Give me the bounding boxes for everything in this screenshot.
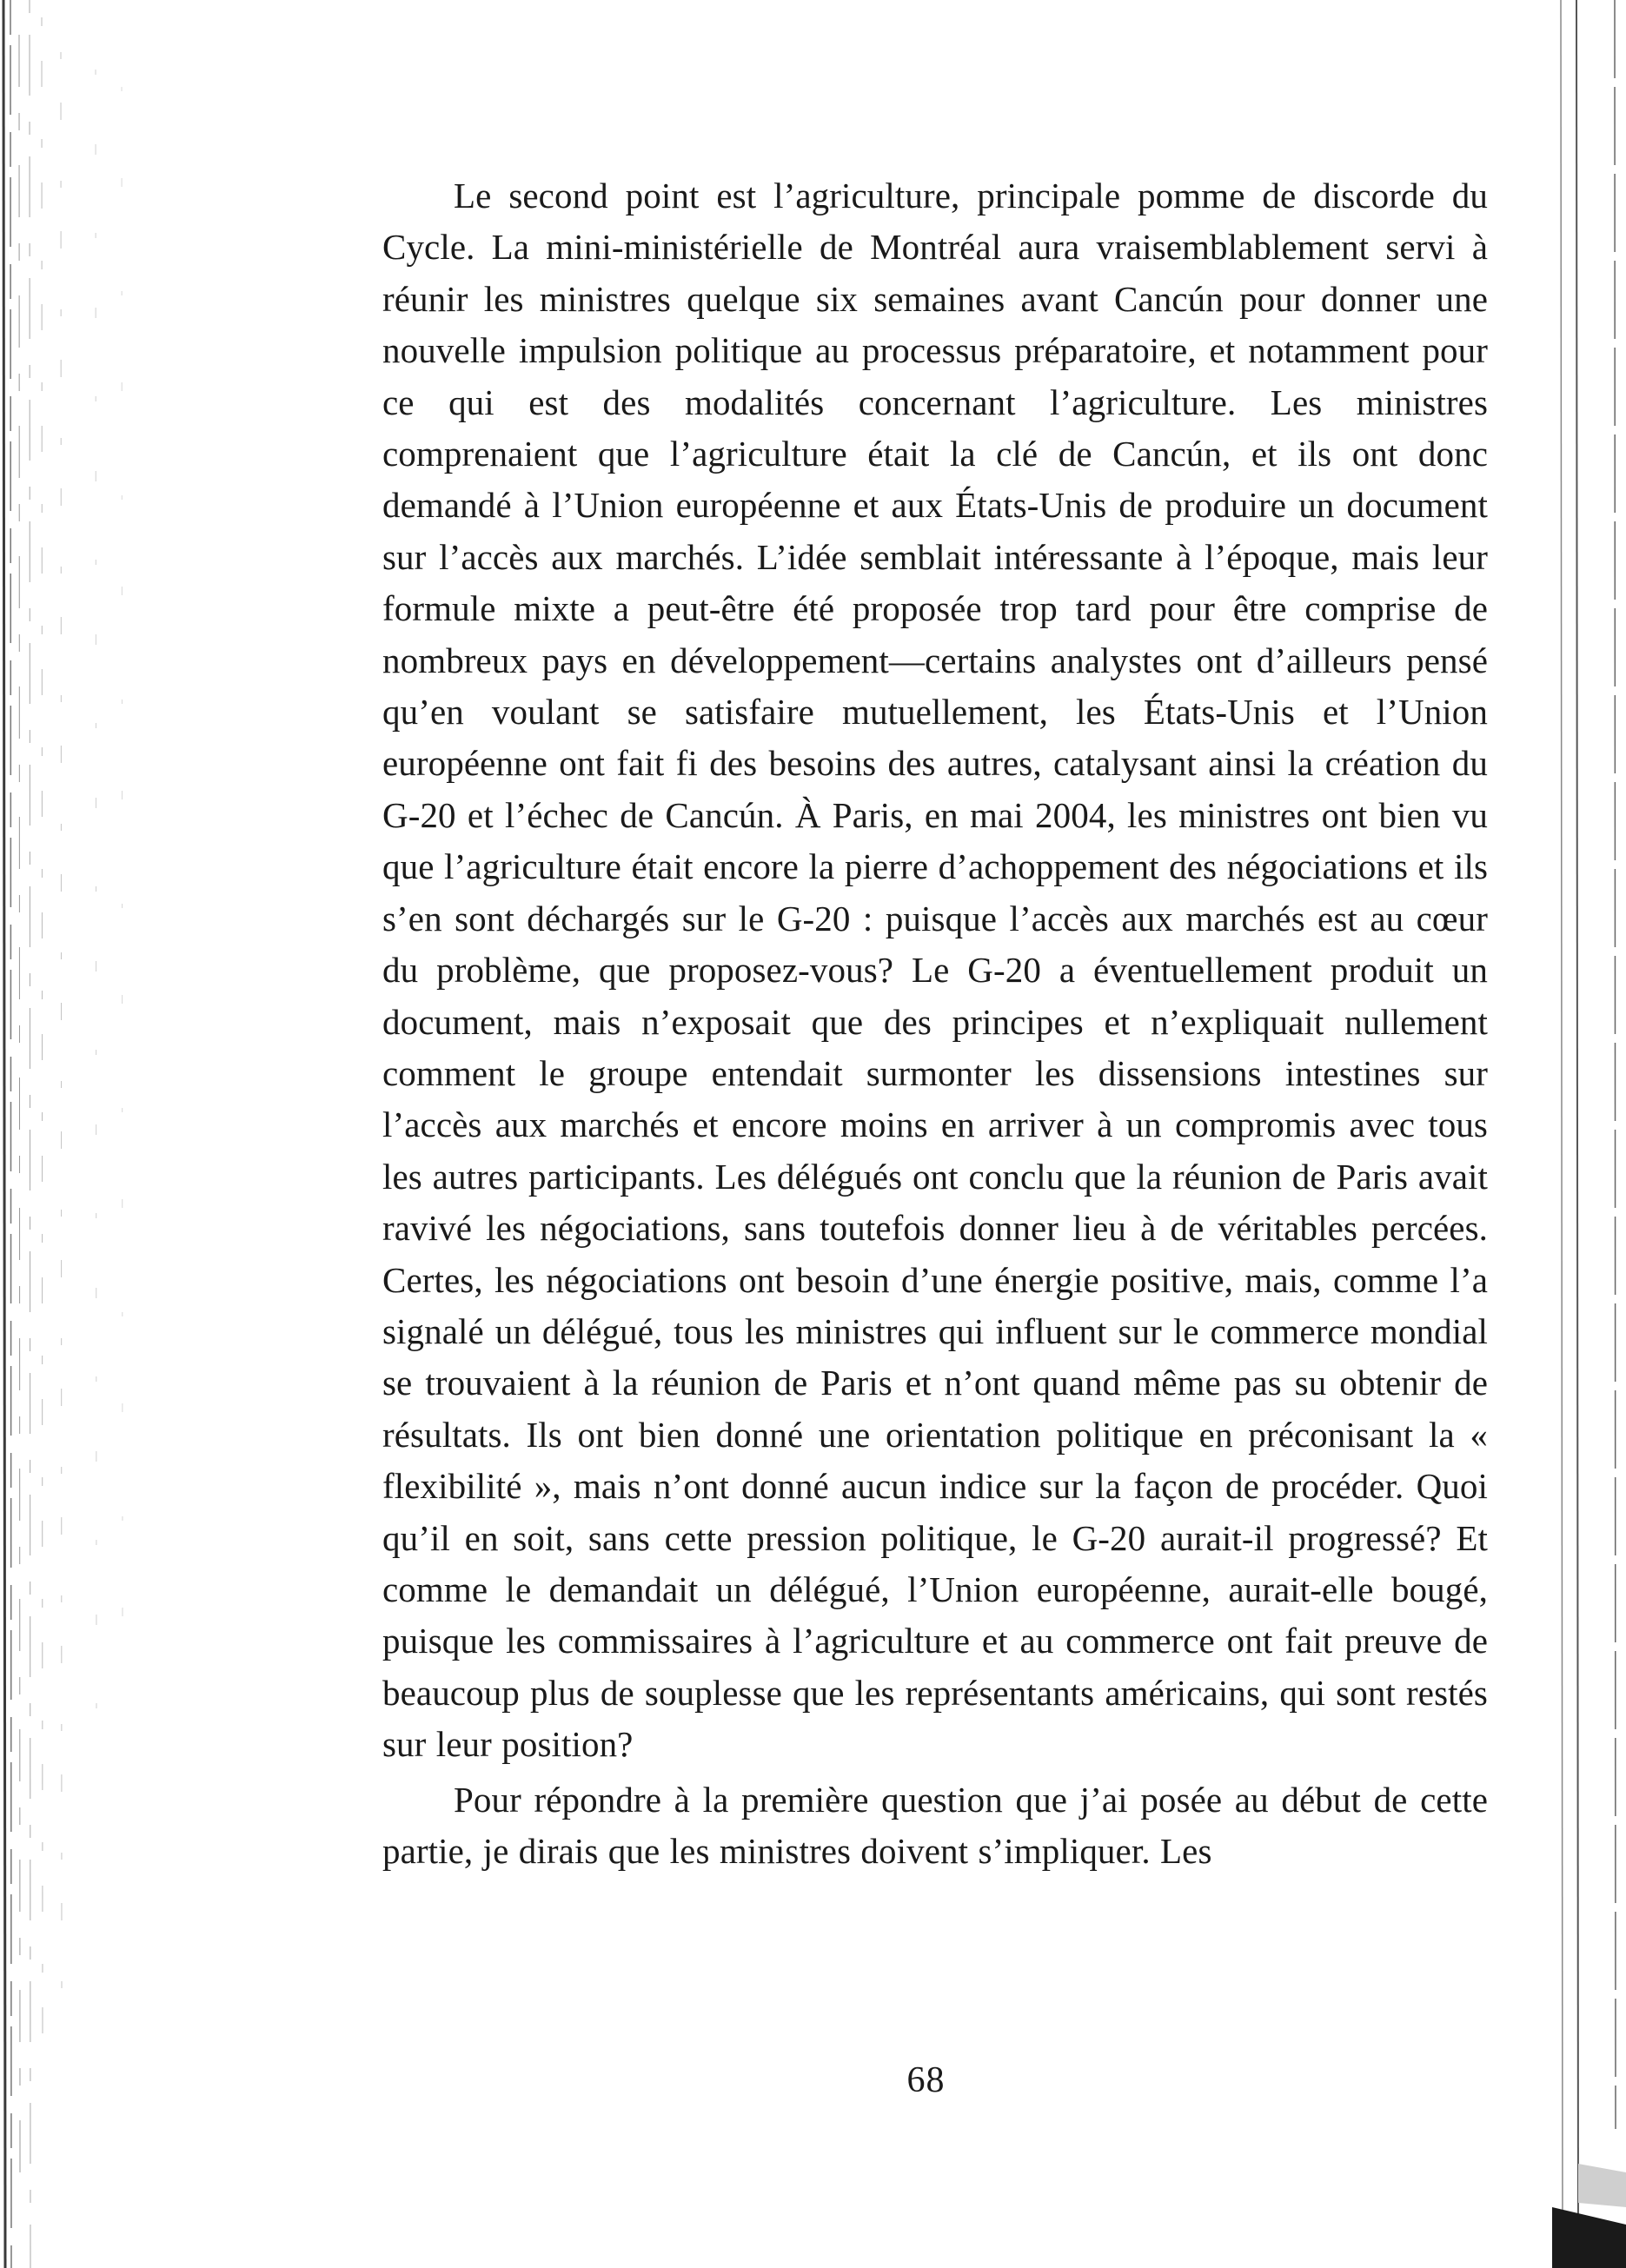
scan-binding-edge xyxy=(1552,0,1626,2268)
page-number: 68 xyxy=(906,2060,946,2100)
paragraph-1: Le second point est l’agriculture, principale pomme de discorde du Cycle. La mini-ministérielle de Montréal aura vraisemblablement servi à réunir les ministres quelque six semaines avant Cancún pour donner une nouvelle impulsion politique au processus préparatoire, et notamment pour ce qui est des modalités concernant l’agriculture. Les ministres comprenaient que l’agriculture était la clé de Cancún, et ils ont donc demandé à l’Union européenne et aux États-Unis de produire un document sur l’accès aux marchés. L’idée semblait intéressante à l’époque, mais leur formule mixte a peut-être été proposée trop tard pour être comprise de nombreux pays en développement—certains analystes ont d’ailleurs pensé qu’en voulant se satisfaire mutuellement, les États-Unis et l’Union européenne ont fait fi des besoins des autres, catalysant ainsi la création du G-20 et l’échec de Cancún. À Paris, en mai 2004, les ministres ont bien vu que l’agriculture était encore la pierre d’achoppement des négociations et ils s’en sont déchargés sur le G-20 : puisque l’accès aux marchés est au cœur du problème, que proposez-vous? Le G-20 a éventuellement produit un document, mais n’exposait que des principes et n’expliquait nullement comment le groupe entendait surmonter les dissensions intestines sur l’accès aux marchés et encore moins en arriver à un compromis avec tous les autres participants. Les délégués ont conclu que la réunion de Paris avait ravivé les négociations, sans toutefois donner lieu à de véritables percées. Certes, les négociations ont besoin d’une énergie positive, mais, comme l’a signalé un délégué, tous les ministres qui influent sur le commerce mondial se trouvaient à la réunion de Paris et n’ont quand même pas su obtenir de résultats. Ils ont bien donné une orientation politique en préconisant la « flexibilité », mais n’ont donné aucun indice sur la façon de procéder. Quoi qu’il en soit, sans cette pression politique, le G-20 aurait-il progressé? Et comme le demandait un délégué, l’Union européenne, aurait-elle bougé, puisque les commissaires à l’agriculture et au commerce ont fait preuve de beaucoup plus de souplesse que les représentants américains, qui sont restés sur leur position? xyxy=(382,176,1488,1765)
scan-margin-artifacts xyxy=(0,0,183,2268)
body-text xyxy=(382,170,1488,1877)
paragraph-2: Pour répondre à la première question que j’ai posée au début de cette partie, je dirais que les ministres doivent s’impliquer. Les xyxy=(382,1779,1488,1871)
